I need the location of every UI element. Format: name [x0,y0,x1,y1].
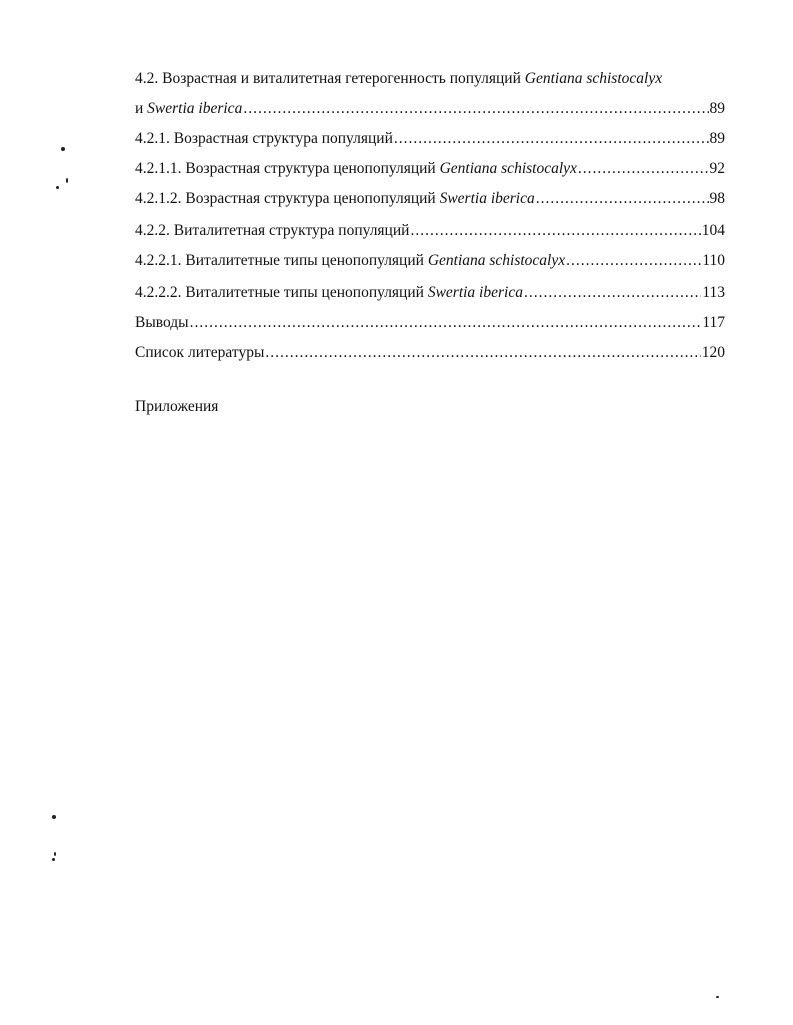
species-name: Gentiana schistocalyx [524,70,663,87]
toc-entry-title: 4.2.2.1. Виталитетные типы ценопопуляций [135,252,428,269]
toc-entry-4-2-line1 [135,68,725,90]
toc-entry-title: 4.2.2.2. Виталитетные типы ценопопуляций [135,284,428,301]
dot-leader [410,220,700,242]
species-name: Swertia iberica [147,100,243,117]
species-name: Gentiana schistocalyx [427,252,566,269]
species-name: Swertia iberica [427,284,523,301]
toc-entry-4-2-1-2 [135,188,725,210]
toc-entry-title: 4.2. Возрастная и виталитетная гетерогенность популяций Gentiana schistocalyx [135,70,663,87]
toc-entry-title: Выводы [135,314,189,331]
toc-page-number: 89 [709,130,725,147]
toc-page-number: 113 [702,284,725,301]
toc-entry-title: 4.2.2. Виталитетная структура популяций [135,222,410,239]
toc-entry-title: 4.2.1.2. Возрастная структура ценопопуляций [135,190,440,207]
toc-entry-title: Список литературы [135,344,265,361]
dot-leader [566,250,701,272]
scan-speck [52,858,55,861]
dot-leader [536,188,709,210]
toc-entry-4-2-1-1 [135,158,725,180]
dot-leader [265,342,700,364]
dot-leader [190,312,702,334]
toc-entry-title: 4.2.1.1. Возрастная структура ценопопуляций [135,160,440,177]
toc-page-number: 92 [709,160,725,177]
scan-speck [52,815,56,819]
scan-speck [716,996,719,998]
toc-entry-conclusions [135,312,725,334]
scan-speck [54,852,56,856]
dot-leader [243,98,708,120]
toc-entry-title: 4.2.1. Возрастная структура популяций [135,130,393,147]
toc-entry-4-2-1 [135,128,725,150]
species-name: Gentiana schistocalyx [439,160,577,177]
scan-speck [61,147,65,151]
toc-entry-4-2-2-1 [135,250,725,272]
species-name: Swertia iberica [439,190,535,207]
toc-entry-4-2-2 [135,220,725,242]
toc-page-number: 120 [701,344,725,361]
toc-page-number: 117 [702,314,725,331]
toc-entry-4-2-line2: и Swertia iberica ..... 89 [135,98,725,120]
table-of-contents [135,68,725,361]
toc-page-number: 89 [709,100,725,117]
scan-speck [56,186,59,189]
toc-page-number: 110 [702,252,725,269]
scan-speck [66,178,68,183]
toc-page-number: 104 [701,222,725,239]
dot-leader [524,282,701,304]
toc-entry-4-2-2-2 [135,282,725,304]
toc-page-number: 98 [709,190,725,207]
dot-leader [394,128,709,150]
toc-entry-references [135,342,725,364]
dot-leader [578,158,709,180]
toc-entry-appendix: Приложения [135,398,219,415]
